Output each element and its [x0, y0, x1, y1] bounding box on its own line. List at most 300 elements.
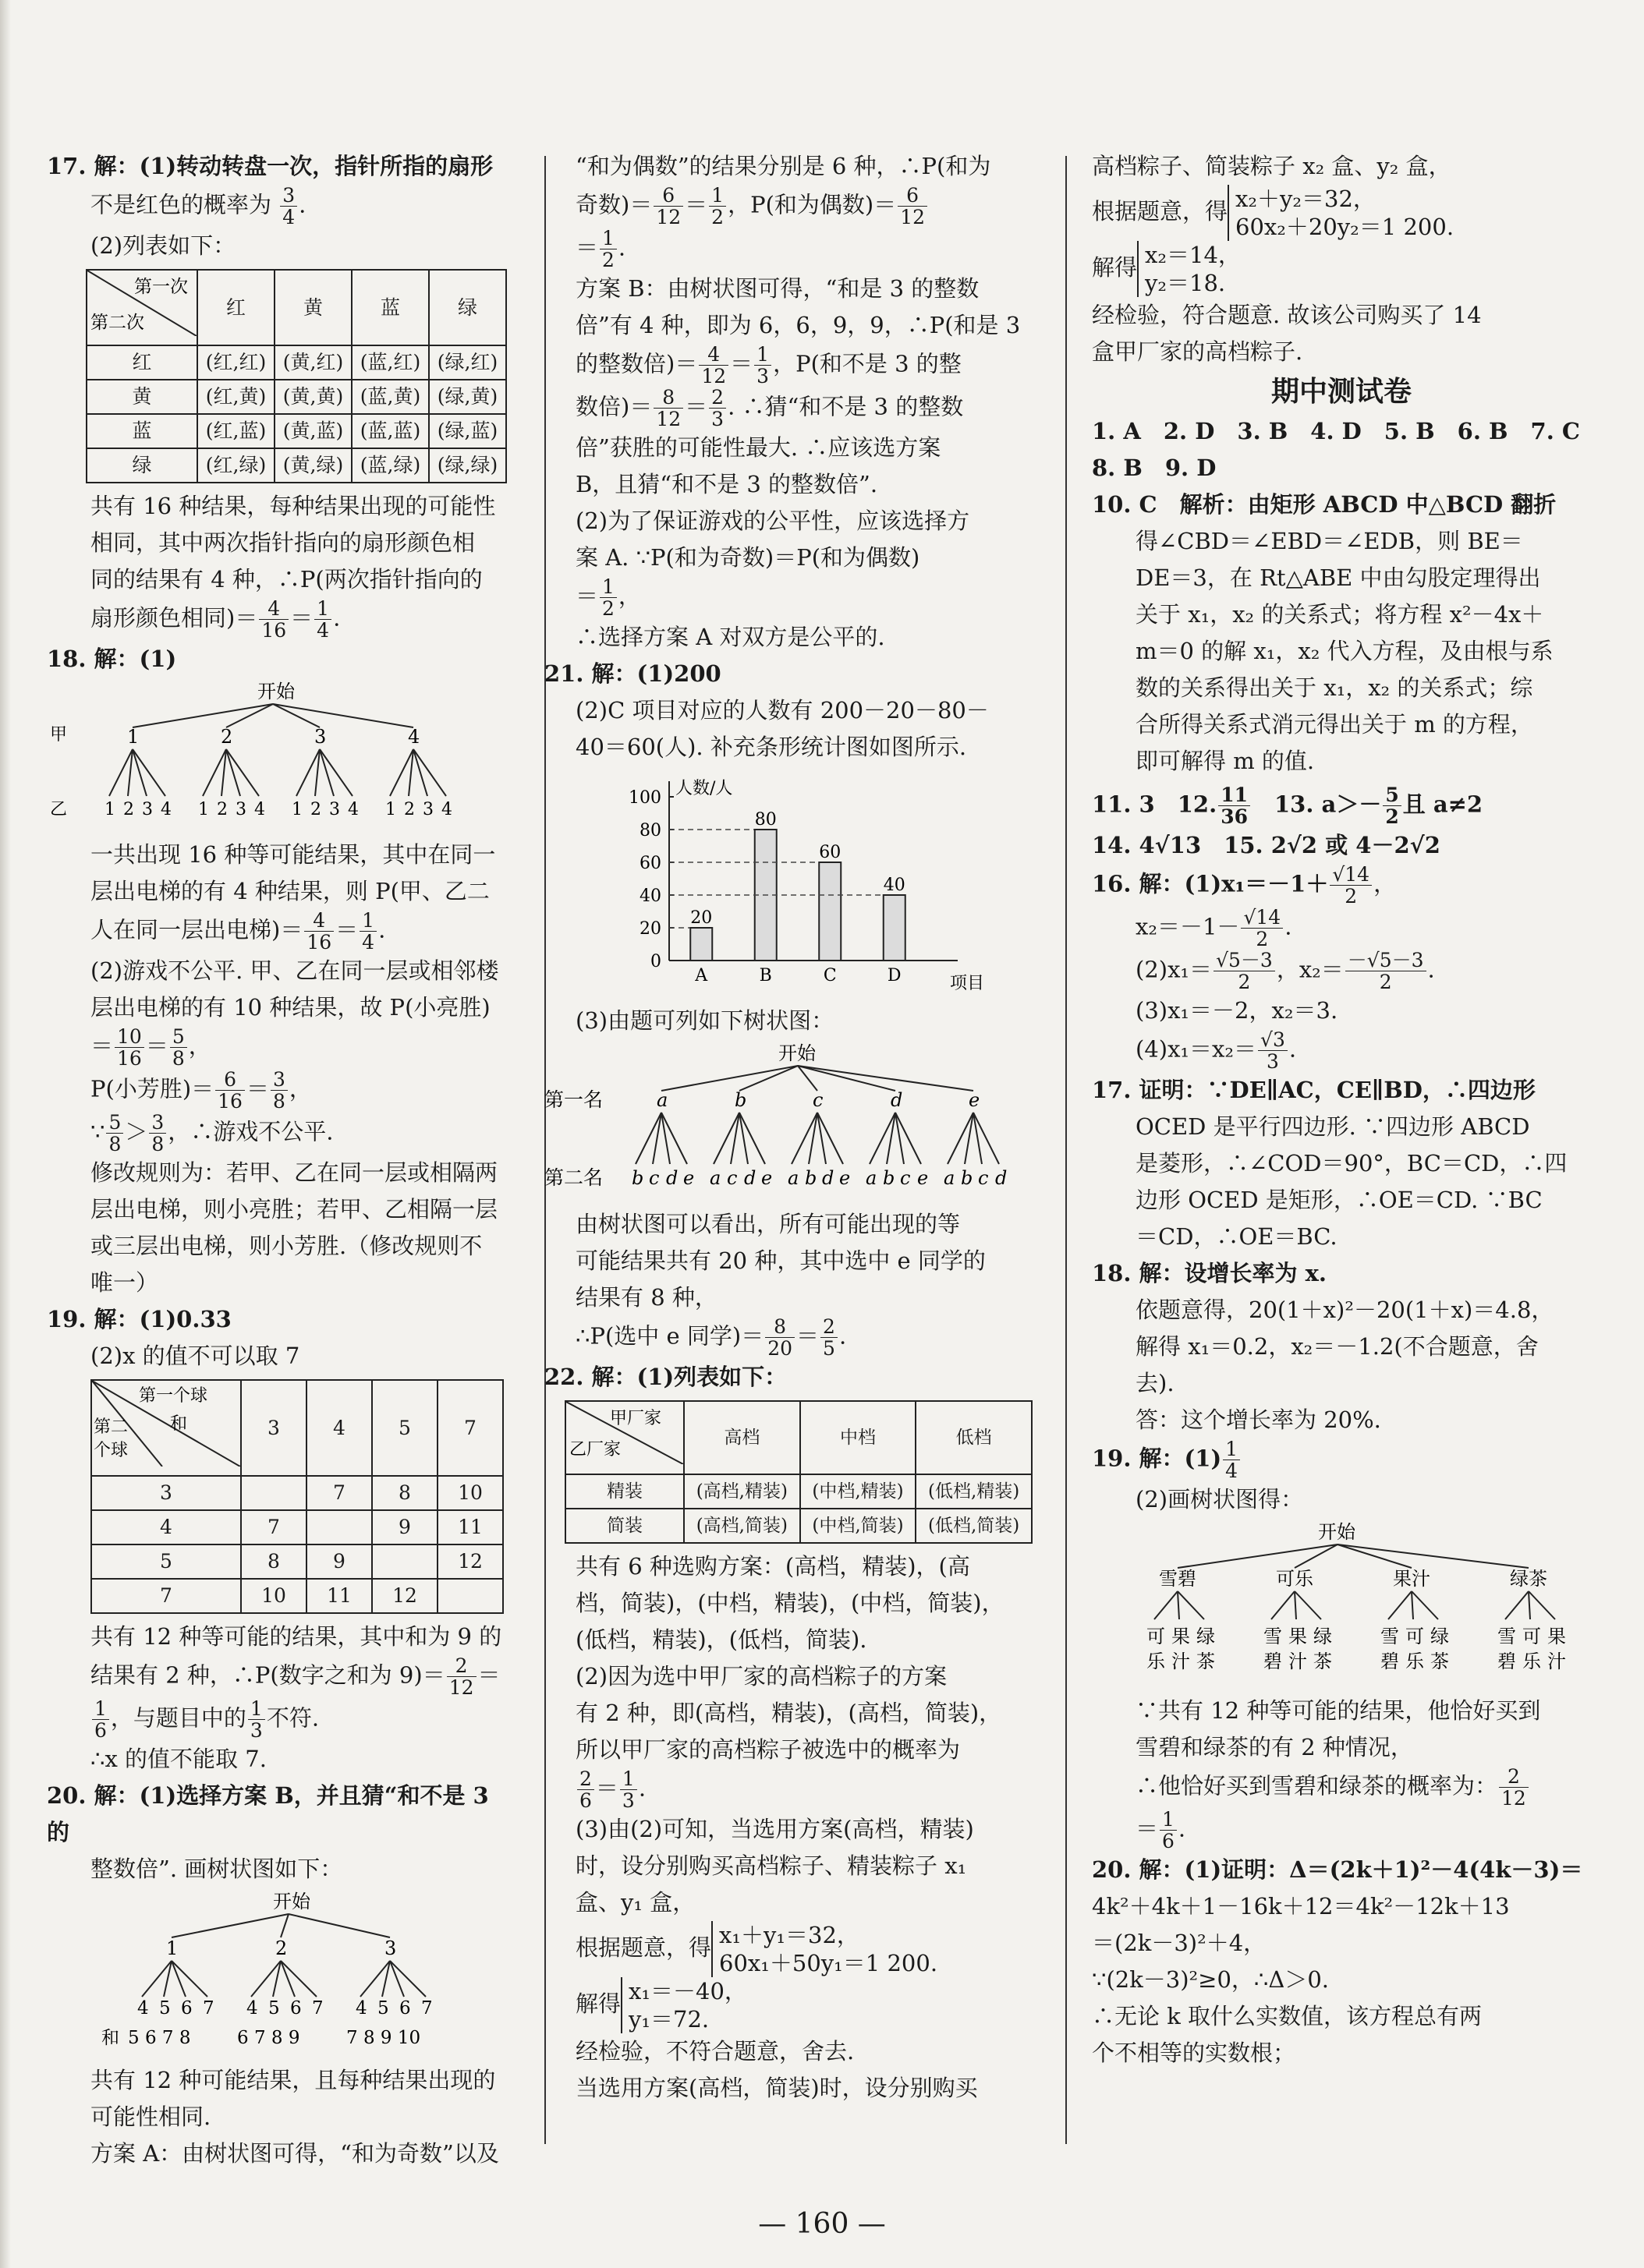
text-line: 一共出现 16 种等可能结果，其中在同一	[90, 841, 496, 868]
equation-system: 解得 x₂＝14， y₂＝18.	[1092, 242, 1241, 296]
table-row: 绿 (红,绿) (黄,绿) (蓝,绿) (绿,绿)	[87, 448, 506, 483]
text-line: 共有 12 种可能结果，且每种结果出现的	[90, 2067, 496, 2093]
text-line: 层出电梯的有 4 种结果，则 P(甲、乙二	[90, 878, 490, 904]
text-line: 4k²＋4k＋1－16k＋12＝4k²－12k＋13	[1092, 1893, 1510, 1919]
tree-node: e	[969, 1089, 980, 1111]
text-line: 有 2 种，即(高档，精装)，(高档，简装)，	[576, 1700, 1002, 1726]
tree-leaf: 果	[1547, 1626, 1566, 1647]
y-axis-label: 人数/人	[675, 779, 733, 798]
tree-branch	[1338, 1544, 1529, 1568]
tree-leaf: 碧	[1263, 1651, 1282, 1672]
text-line: ∴他恰好买到雪碧和绿茶的概率为： $\frac{2}{12}$	[1092, 1766, 1591, 1809]
tree-branch	[133, 704, 273, 727]
column-left	[47, 148, 507, 2172]
text-line: ∵ $\frac{5}{8}$ ＞ $\frac{3}{8}$ ，∴游戏不公平.	[90, 1111, 334, 1155]
tree-branch	[172, 1914, 289, 1937]
tree-branch	[1412, 1591, 1438, 1619]
text-line: 时，设分别购买高档粽子、精装粽子 x₁	[576, 1852, 967, 1879]
tree-node: b	[735, 1089, 747, 1111]
text-line: “和为偶数”的结果分别是 6 种，∴P(和为	[576, 153, 991, 179]
text-line: ∴P(选中 e 同学)＝ $\frac{8}{20}$ ＝ $\frac{2}{5}$ .	[576, 1315, 847, 1360]
tree-branch	[798, 1066, 973, 1091]
table-header	[87, 270, 506, 345]
tree-branch	[281, 1961, 295, 1997]
tree-branch	[1338, 1544, 1412, 1568]
bar	[819, 862, 841, 961]
tree-leaf: 6	[181, 1998, 193, 2019]
tree-node: 可乐	[1276, 1568, 1313, 1590]
q17-line3: (2)列表如下：	[90, 232, 236, 259]
tree-leaf: 2	[310, 800, 321, 819]
text-line: (2)x 的值不可以取 7	[90, 1343, 300, 1369]
tree-leaf: 雪	[1497, 1626, 1516, 1647]
text-line: 当选用方案(高档，简装)时，设分别购买	[576, 2075, 978, 2101]
q22-title: 22. 解：(1)列表如下：	[544, 1364, 788, 1390]
tree-node: 雪碧	[1159, 1568, 1196, 1590]
x-tick-label: B	[759, 966, 772, 985]
tree-leaf: 6	[290, 1998, 302, 2019]
tree-leaf: a	[866, 1167, 877, 1189]
text-line: 案 A. ∵P(和为奇数)＝P(和为偶数)	[576, 544, 920, 571]
text-line: 可能结果共有 20 种，其中选中 e 同学的	[576, 1247, 986, 1274]
text-line: $\frac{2}{6}$ ＝ $\frac{1}{3}$ .	[576, 1768, 1036, 1811]
text-line: 即可解得 m 的值.	[1136, 748, 1315, 774]
text-line: 答：这个增长率为 20%.	[1136, 1406, 1381, 1433]
tree-branch	[273, 704, 413, 727]
column-right	[1092, 148, 1591, 2072]
text-line: 高档粽子、简装粽子 x₂ 盒、y₂ 盒，	[1092, 153, 1451, 179]
y-tick-label: 100	[629, 788, 661, 808]
q16-line5: (4)x₁＝x₂＝ $\frac{√3}{3}$ .	[1136, 1028, 1297, 1073]
diag-header-svg	[92, 1381, 240, 1467]
q17-title: 17. 证明：∵DE∥AC，CE∥BD，∴四边形	[1092, 1077, 1536, 1103]
equation-system: 根据题意，得 x₁＋y₁＝32， 60x₁＋50y₁＝1 200.	[576, 1922, 938, 1976]
tree-branch	[133, 749, 165, 796]
tree-leaf: e	[917, 1167, 929, 1189]
text-line: 由树状图可以看出，所有可能出现的等	[576, 1211, 961, 1237]
tree-branch	[320, 749, 334, 796]
x-tick-label: D	[887, 966, 902, 985]
tree-leaf: 4	[356, 1998, 367, 2019]
text-line: 个不相等的实数根；	[1092, 2040, 1296, 2066]
y-tick-label: 40	[640, 886, 661, 906]
tree-leaf: b	[961, 1167, 973, 1189]
tree-leaf: 绿	[1313, 1626, 1332, 1647]
tree-leaf: 5	[159, 1998, 171, 2019]
text-line: ∵(2k－3)²≥0，∴Δ＞0.	[1092, 1966, 1329, 1993]
tree-leaf: a	[944, 1167, 955, 1189]
text-line: 唯一）	[90, 1269, 159, 1296]
text-line: (2)画树状图得：	[1136, 1486, 1304, 1513]
data-label: 80	[754, 810, 777, 830]
data-label: 20	[690, 908, 713, 928]
tree-leaf: 6	[399, 1998, 411, 2019]
text-line: ∴x 的值不能取 7.	[90, 1746, 267, 1772]
header-first: 第一次	[134, 277, 188, 297]
tree-leaf: 果	[1171, 1626, 1190, 1647]
tree-branch	[661, 1066, 798, 1091]
table-q22	[565, 1400, 1033, 1544]
text-line: 方案 A：由树状图可得，“和为奇数”以及	[90, 2140, 499, 2167]
text-line: 相同，其中两次指针指向的扇形颜色相	[90, 529, 476, 556]
table-row: 4 7 9 11	[91, 1510, 503, 1544]
x-axis-label: 项目	[950, 974, 985, 992]
tree-q20	[47, 1888, 499, 2051]
answers-fill: 11. 3 12. $\frac{11}{36}$ 13. a＞－ $\frac{5}{2}$ 且 a≠2	[1092, 784, 1483, 828]
tree-branch	[1178, 1591, 1204, 1619]
tree-leaf: 2	[404, 800, 415, 819]
tree-branch	[1505, 1591, 1529, 1619]
text-line: 奇数)＝ $\frac{6}{12}$ ＝ $\frac{1}{2}$ ，P(和为偶数)＝ $\frac{6}{12}$	[576, 185, 1036, 228]
tree-leaf: e	[683, 1167, 695, 1189]
tree-leaf: 乐	[1405, 1651, 1424, 1672]
q16-line3: (2)x₁＝ $\frac{√5-3}{2}$ ，x₂＝ $\frac{-√5-3}{2}$ .	[1136, 949, 1435, 993]
tree-node: 2	[221, 726, 233, 748]
table-q19	[90, 1379, 504, 1614]
tree-branch	[320, 749, 353, 796]
q18-title: 18. 解：设增长率为 x.	[1092, 1260, 1327, 1286]
q20-title: 20. 解：(1)证明：Δ＝(2k＋1)²－4(4k－3)＝	[1092, 1856, 1583, 1883]
tree-branch	[289, 1914, 390, 1937]
tree-node: 果汁	[1393, 1568, 1430, 1590]
text-line: (2)为了保证游戏的公平性，应该选择方	[576, 508, 970, 534]
tree-leaf: 1	[105, 800, 115, 819]
tree-leaf: 绿	[1430, 1626, 1449, 1647]
text-line: 层出电梯，则小亮胜；若甲、乙相隔一层	[90, 1196, 498, 1222]
text-line: 40＝60(人). 补充条形统计图如图所示.	[576, 734, 967, 760]
tree-leaf: c	[900, 1167, 911, 1189]
tree-level-label: 甲	[50, 725, 68, 745]
tree-branch	[1178, 1544, 1338, 1568]
tree-branch	[281, 1961, 317, 1997]
text-line: 倍”有 4 种，即为 6，6，9，9，∴P(和是 3	[576, 312, 1021, 338]
text-line: ＝ $\frac{10}{16}$ ＝ $\frac{5}{8}$ ，	[90, 1025, 211, 1070]
tree-level-label: 第二名	[544, 1166, 604, 1189]
tree-branch	[226, 749, 240, 796]
text-line: 结果有 2 种，∴P(数字之和为 9)＝ $\frac{2}{12}$ ＝	[90, 1654, 501, 1699]
table-header: 第一个球 和 第二 个球 3 4 5 7	[91, 1380, 503, 1476]
table-row: 3 7 8 10	[91, 1476, 503, 1510]
text-line: (3)由题可列如下树状图：	[576, 1007, 834, 1034]
tree-branch	[413, 749, 427, 796]
tree-leaf: 3	[236, 800, 246, 819]
text-line: OCED 是平行四边形. ∵四边形 ABCD	[1136, 1113, 1530, 1140]
table-row: 红 (红,红) (黄,红) (蓝,红) (绿,红)	[87, 345, 506, 380]
text-line: 共有 6 种选购方案：(高档，精装)，(高	[576, 1553, 970, 1580]
tree-leaf: 碧	[1497, 1651, 1516, 1672]
text-line: B，且猜“和不是 3 的整数倍”.	[576, 471, 878, 497]
text-line: 的整数倍)＝ $\frac{4}{12}$ ＝ $\frac{1}{3}$ ，P(和不是 3 的整	[576, 343, 962, 387]
text-line: ∵共有 12 种等可能的结果，他恰好买到	[1136, 1697, 1541, 1724]
text-line: 解得 x₁＝0.2，x₂＝－1.2(不合题意，舍	[1136, 1333, 1539, 1360]
tree-leaf: 汁	[1288, 1651, 1307, 1672]
y-tick-label: 0	[650, 952, 661, 971]
text-line: ＝CD，∴OE＝BC.	[1136, 1223, 1338, 1250]
tree-leaf: d	[666, 1167, 679, 1189]
text-line: ∴无论 k 取什么实数值，该方程总有两	[1092, 2003, 1483, 2029]
text-line: 盒、y₁ 盒，	[576, 1889, 696, 1916]
tree-leaf: b	[805, 1167, 817, 1189]
tree-node: d	[891, 1089, 903, 1111]
tree-branch	[1388, 1591, 1412, 1619]
text-line: 合所得关系式消元得出关于 m 的方程，	[1136, 711, 1533, 738]
tree-branch	[226, 749, 259, 796]
text-line: 依题意得，20(1＋x)²－20(1＋x)＝4.8，	[1136, 1297, 1554, 1323]
table-row: 精装 (高档,精装) (中档,精装) (低档,精装)	[565, 1474, 1032, 1509]
tree-level-label: 乙	[50, 800, 68, 819]
tree-branch	[1271, 1591, 1295, 1619]
text-line: 人在同一层出电梯)＝ $\frac{4}{16}$ ＝ $\frac{1}{4}$ .	[90, 909, 386, 954]
text-line: (2)游戏不公平. 甲、乙在同一层或相邻楼	[90, 957, 499, 984]
table-row: 5 8 9 12	[91, 1544, 503, 1579]
section-title: 期中测试卷	[1270, 376, 1412, 408]
tree-leaf: e	[761, 1167, 773, 1189]
q16-line1: 16. 解：(1)x₁＝－1＋ $\frac{√14}{2}$ ，	[1092, 863, 1397, 908]
diag-cell	[91, 1380, 241, 1476]
tree-branch	[1412, 1591, 1413, 1619]
text-line: (低档，精装)，(低档，简装).	[576, 1626, 867, 1653]
text-line: 10. C 解析：由矩形 ABCD 中△BCD 翻折	[1092, 491, 1557, 518]
answers-mc: 1. A 2. D 3. B 4. D 5. B 6. B 7. C	[1092, 418, 1581, 444]
text-line: 档，简装)，(中档，精装)，(中档，简装)，	[576, 1590, 1004, 1616]
text-line: (2)C 项目对应的人数有 200－20－80－	[576, 697, 989, 724]
tree-leaf: b	[632, 1167, 644, 1189]
tree-level-label: 第一名	[544, 1088, 604, 1111]
y-tick-label: 80	[640, 821, 661, 840]
text-line: 雪碧和绿茶的有 2 种情况，	[1136, 1734, 1413, 1760]
table-row: 黄 (红,黄) (黄,黄) (蓝,黄) (绿,黄)	[87, 380, 506, 414]
tree-sum: 5 6 7 8	[128, 2028, 191, 2048]
text-line: $\frac{1}{6}$ ，与题目中的 $\frac{1}{3}$ 不符.	[47, 1698, 507, 1741]
diag-header-svg	[87, 271, 197, 336]
header-second-ball: 第二	[94, 1417, 129, 1437]
tree-root: 开始	[1318, 1521, 1355, 1543]
tree-leaf: 4	[246, 1998, 258, 2019]
diag-cell	[87, 270, 197, 345]
tree-node: 3	[314, 726, 327, 748]
equation-system: 根据题意，得 x₂＋y₂＝32， 60x₂＋20y₂＝1 200.	[1092, 186, 1454, 240]
bar	[690, 928, 712, 961]
table-row: 7 10 11 12	[91, 1579, 503, 1613]
text-line: (2)因为选中甲厂家的高档粽子的方案	[576, 1663, 948, 1690]
tree-node: 2	[275, 1937, 288, 1959]
tree-sum: 7 8 9 10	[346, 2028, 421, 2048]
tree-leaf: 1	[292, 800, 303, 819]
tree-q18	[47, 678, 499, 826]
text-line: ∴选择方案 A 对双方是公平的.	[576, 624, 885, 650]
bar	[884, 895, 905, 961]
text-line: 盒甲厂家的高档粽子.	[1092, 338, 1303, 365]
header-second: 第二次	[90, 313, 144, 333]
column-middle	[544, 148, 1036, 2107]
tree-leaf: 4	[137, 1998, 149, 2019]
text-line: 数的关系得出关于 x₁，x₂ 的关系式；综	[1136, 674, 1533, 701]
tree-leaf: 可	[1405, 1626, 1424, 1647]
text-line: 可能性相同.	[90, 2103, 211, 2130]
tree-leaf: 雪	[1380, 1626, 1399, 1647]
tree-branch	[1178, 1591, 1179, 1619]
tree-branch	[739, 1066, 798, 1091]
y-tick-label: 20	[640, 919, 661, 939]
tree-node: a	[657, 1089, 668, 1111]
tree-leaf: 2	[123, 800, 134, 819]
tree-node: 4	[408, 726, 420, 748]
tree-leaf: d	[995, 1167, 1008, 1189]
header-cell: 红	[197, 270, 275, 345]
tree-leaf: 4	[441, 800, 452, 819]
tree-leaf: 汁	[1547, 1651, 1566, 1672]
tree-branch	[1154, 1591, 1178, 1619]
tree-branch	[413, 749, 446, 796]
text-line: 共有 16 种结果，每种结果出现的可能性	[90, 493, 496, 519]
x-tick-label: A	[695, 966, 708, 985]
q17-line2: 不是红色的概率为 $\frac{3}{4}$ .	[90, 184, 306, 228]
text-line: 得∠CBD＝∠EBD＝∠EDB，则 BE＝	[1136, 528, 1523, 554]
page-edge-shadow	[0, 0, 11, 2268]
tree-branch	[1529, 1591, 1530, 1619]
table-row: 蓝 (红,蓝) (黄,蓝) (蓝,蓝) (绿,蓝)	[87, 414, 506, 448]
tree-branch	[133, 749, 147, 796]
diag-cell	[565, 1401, 684, 1474]
tree-branch	[1295, 1591, 1296, 1619]
diag-header-svg	[566, 1402, 683, 1464]
tree-leaf: 雪	[1263, 1626, 1282, 1647]
tree-node: 1	[166, 1937, 179, 1959]
tree-node: 1	[127, 726, 140, 748]
tree-sum: 6 7 8 9	[237, 2028, 300, 2048]
x-tick-label: C	[823, 966, 837, 985]
tree-leaf: 乐	[1146, 1651, 1165, 1672]
tree-leaf: 果	[1288, 1626, 1307, 1647]
header-yi: 乙厂家	[569, 1440, 622, 1460]
header-jia: 甲厂家	[610, 1409, 662, 1428]
answers-fill: 14. 4√13 15. 2√2 或 4－2√2	[1092, 832, 1440, 858]
tree-leaf: 1	[198, 800, 209, 819]
q16-line2: x₂＝－1－ $\frac{√14}{2}$ .	[1136, 906, 1292, 950]
tree-leaf: d	[744, 1167, 756, 1189]
tree-root: 开始	[257, 681, 295, 702]
tree-node: 绿茶	[1510, 1568, 1547, 1590]
bar-chart	[622, 766, 997, 992]
fraction: $\frac{3}{4}$	[280, 185, 297, 228]
table-header: 甲厂家 乙厂家 高档 中档 低档	[565, 1401, 1032, 1474]
tree-leaf: c	[727, 1167, 738, 1189]
tree-leaf: c	[649, 1167, 660, 1189]
text-line: 层出电梯的有 10 种结果，故 P(小亮胜)	[90, 994, 491, 1021]
tree-node: c	[813, 1089, 824, 1111]
header-first-ball: 第一个球	[139, 1386, 208, 1406]
answers-mc: 8. B 9. D	[1092, 455, 1217, 481]
text-line: (3)x₁＝－2，x₂＝3.	[1136, 997, 1338, 1024]
tree-leaf: 茶	[1430, 1651, 1449, 1672]
text-line: 所以甲厂家的高档粽子被选中的概率为	[576, 1736, 961, 1763]
q19-title: 19. 解：(1) $\frac{1}{4}$	[1092, 1438, 1591, 1481]
tree-leaf: 乐	[1522, 1651, 1541, 1672]
header-cell: 绿	[429, 270, 506, 345]
text-line: 结果有 8 种，	[576, 1284, 717, 1311]
text-line: 是菱形，∴∠COD＝90°，BC＝CD，∴四	[1136, 1150, 1568, 1176]
text-line: 同的结果有 4 种，∴P(两次指针指向的	[90, 566, 483, 593]
header-sum: 和	[170, 1414, 188, 1434]
tree-leaf: 茶	[1196, 1651, 1215, 1672]
tree-branch	[1529, 1591, 1555, 1619]
tree-leaf: 汁	[1171, 1651, 1190, 1672]
tree-leaf: 4	[161, 800, 172, 819]
text-line: 去).	[1136, 1370, 1175, 1396]
tree-q21	[544, 1039, 1012, 1195]
tree-leaf: 1	[385, 800, 396, 819]
tree-leaf: 可	[1522, 1626, 1541, 1647]
tree-leaf: e	[839, 1167, 851, 1189]
table-q17	[86, 269, 507, 483]
text-line: 经检验，不符合题意，舍去.	[576, 2038, 855, 2065]
tree-leaf: 茶	[1313, 1651, 1332, 1672]
text-line: 扇形颜色相同)＝ $\frac{4}{16}$ ＝ $\frac{1}{4}$ .	[90, 597, 341, 642]
tree-branch	[172, 1961, 186, 1997]
tree-root: 开始	[778, 1042, 816, 1064]
q21-title: 21. 解：(1)200	[544, 660, 721, 687]
tree-root: 开始	[273, 1891, 310, 1912]
header-second-ball-2: 个球	[94, 1441, 129, 1460]
header-cell: 黄	[275, 270, 352, 345]
y-tick-label: 60	[640, 854, 661, 873]
tree-leaf: 绿	[1196, 1626, 1215, 1647]
text-line: m＝0 的解 x₁，x₂ 代入方程，及由根与系	[1136, 638, 1554, 664]
text-line: 边形 OCED 是矩形，∴OE＝CD. ∵BC	[1136, 1187, 1543, 1213]
tree-branch	[281, 1914, 289, 1937]
tree-leaf: 4	[254, 800, 265, 819]
text-line: ＝(2k－3)²＋4，	[1092, 1930, 1267, 1956]
tree-sum-label: 和	[101, 2028, 119, 2048]
tree-leaf: 7	[203, 1998, 214, 2019]
tree-leaf: 5	[268, 1998, 280, 2019]
tree-leaf: 4	[348, 800, 359, 819]
tree-leaf: c	[978, 1167, 989, 1189]
text-line: P(小芳胜)＝ $\frac{6}{16}$ ＝ $\frac{3}{8}$ ，	[90, 1068, 312, 1113]
text-line: 关于 x₁，x₂ 的关系式；将方程 x²－4x＋	[1136, 601, 1544, 628]
text-line: ＝ $\frac{1}{2}$ ，	[576, 575, 641, 620]
tree-q19	[1092, 1518, 1575, 1682]
tree-branch	[1295, 1591, 1321, 1619]
tree-leaf: 5	[377, 1998, 389, 2019]
q19-title: 19. 解：(1)0.33	[47, 1306, 232, 1332]
tree-branch	[390, 1961, 404, 1997]
equation-system: 解得 x₁＝－40， y₁＝72.	[576, 1978, 747, 2033]
data-label: 60	[819, 843, 841, 862]
text-line: ＝ $\frac{1}{2}$ .	[576, 227, 626, 271]
tree-leaf: 可	[1146, 1626, 1165, 1647]
q18-title: 18. 解：(1)	[47, 646, 177, 672]
column-rule-2	[1065, 156, 1067, 2144]
tree-leaf: 7	[421, 1998, 433, 2019]
header-cell: 蓝	[352, 270, 429, 345]
tree-leaf: a	[710, 1167, 721, 1189]
text-line: 修改规则为：若甲、乙在同一层或相隔两	[90, 1159, 498, 1186]
text-line: 方案 B：由树状图可得，“和是 3 的整数	[576, 275, 980, 302]
text-line: 整数倍”. 画树状图如下：	[90, 1856, 343, 1882]
tree-branch	[172, 1961, 207, 1997]
text-line: 数倍)＝ $\frac{8}{12}$ ＝ $\frac{2}{3}$ . ∴猜“和不是 3 的整数	[576, 386, 964, 430]
q20-line1: 20. 解：(1)选择方案 B，并且猜“和不是 3 的	[47, 1782, 489, 1845]
text-line: 共有 12 种等可能的结果，其中和为 9 的	[90, 1623, 502, 1650]
text-line: 或三层出电梯，则小芳胜.（修改规则不	[90, 1233, 483, 1259]
tree-leaf: 3	[142, 800, 153, 819]
text-line: 经检验，符合题意. 故该公司购买了 14	[1092, 302, 1482, 328]
q17-line1: 17. 解：(1)转动转盘一次，指针所指的扇形	[47, 153, 494, 179]
data-label: 40	[883, 876, 905, 895]
text-line: (3)由(2)可知，当选用方案(高档，精装)	[576, 1816, 974, 1842]
tree-leaf: b	[883, 1167, 895, 1189]
